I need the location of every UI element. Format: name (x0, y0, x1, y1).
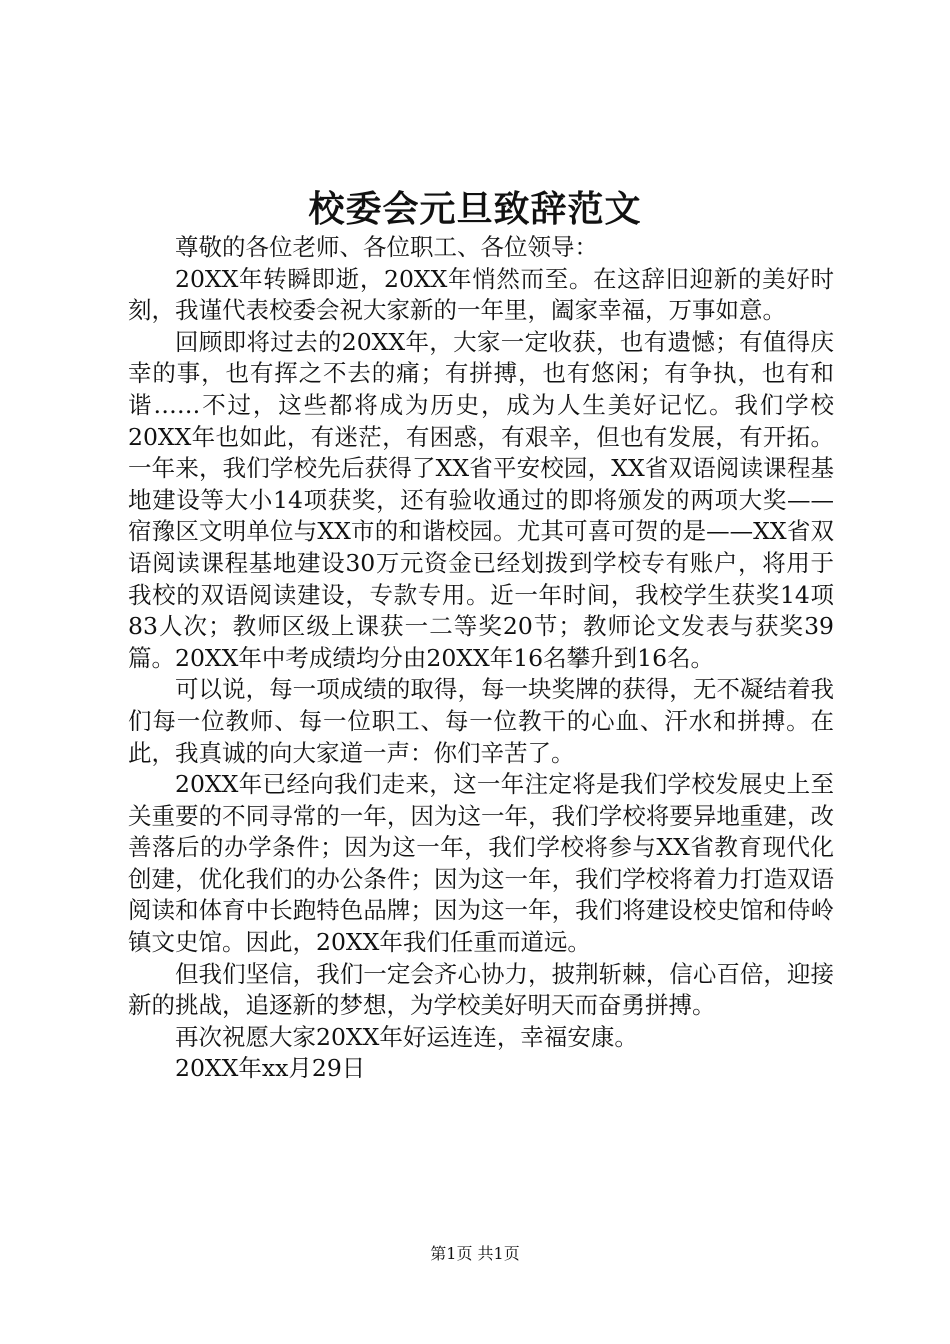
document-title: 校委会元旦致辞范文 (308, 188, 642, 230)
paragraph-resolve: 但我们坚信，我们一定会齐心协力，披荆斩棘，信心百倍，迎接新的挑战，追逐新的梦想，为学校美好明天而奋勇拼搏。 (128, 959, 834, 1020)
paragraph-outlook: 20XX年已经向我们走来，这一年注定将是我们学校发展史上至关重要的不同寻常的一年，因为这一年，我们学校将要异地重建，改善落后的办学条件；因为这一年，我们学校将参与XX省教育现代化创建，优化我们的办公条件；因为这一年，我们学校将着力打造双语阅读和体育中长跑特色品牌；因为这一年，我们将建设校史馆和侍岭镇文史馆。因此，20XX年我们任重而道远。 (128, 770, 834, 957)
paragraph-wishes: 再次祝愿大家20XX年好运连连，幸福安康。 (175, 1022, 638, 1051)
document-date: 20XX年xx月29日 (175, 1054, 366, 1083)
document-body (128, 232, 834, 1085)
page-number-footer: 第1页 共1页 (430, 1244, 520, 1263)
paragraph-thanks: 可以说，每一项成绩的取得，每一块奖牌的获得，无不凝结着我们每一位教师、每一位职工、每一位教干的心血、汗水和拼搏。在此，我真诚的向大家道一声：你们辛苦了。 (128, 675, 834, 767)
paragraph-review: 回顾即将过去的20XX年，大家一定收获，也有遗憾；有值得庆幸的事，也有挥之不去的痛；有拼搏，也有悠闲；有争执，也有和谐……不过，这些都将成为历史，成为人生美好记忆。我们学校20XX年也如此，有迷茫，有困惑，有艰辛，但也有发展，有开拓。一年来，我们学校先后获得了XX省平安校园，XX省双语阅读课程基地建设等大小14项获奖，还有验收通过的即将颁发的两项大奖——宿豫区文明单位与XX市的和谐校园。尤其可喜可贺的是——XX省双语阅读课程基地建设30万元资金已经划拨到学校专有账户，将用于我校的双语阅读建设，专款专用。近一年时间，我校学生获奖14项83人次；教师区级上课获一二等奖20节；教师论文发表与获奖39篇。20XX年中考成绩均分由20XX年16名攀升到16名。 (128, 327, 834, 672)
salutation: 尊敬的各位老师、各位职工、各位领导： (175, 233, 598, 261)
paragraph-intro: 20XX年转瞬即逝，20XX年悄然而至。在这辞旧迎新的美好时刻，我谨代表校委会祝大家新的一年里，阖家幸福，万事如意。 (128, 264, 834, 325)
